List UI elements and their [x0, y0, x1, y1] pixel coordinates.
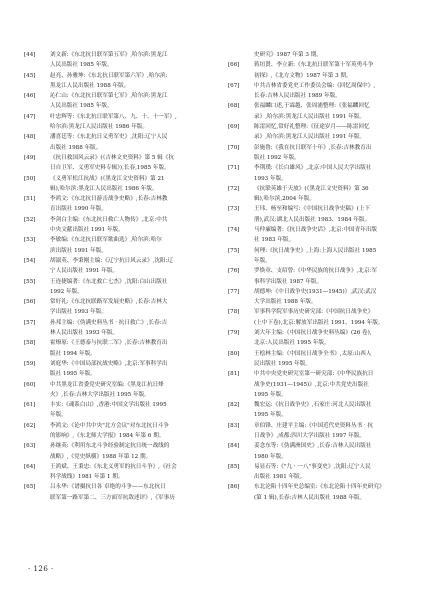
reference-text: 年版。: [254, 257, 271, 264]
reference-number: [228, 235, 254, 245]
reference-text: 罗焕章、支绍曾:《中华民族的抗日战争》,北京:军: [254, 268, 378, 275]
reference-number: [228, 91, 254, 101]
reference-line: [24, 215, 202, 225]
reference-text: 1992 年版。: [50, 288, 83, 295]
reference-number: [85]: [228, 463, 240, 470]
reference-text: 魏宏运:《抗日战争史》,石家庄:河北人民出版社: [254, 402, 372, 409]
reference-line: [24, 421, 202, 431]
reference-line: [228, 256, 406, 266]
reference-line: [228, 328, 406, 338]
reference-text: (第 1 辑),长春:吉林人民出版社 1988 年版。: [254, 494, 366, 501]
reference-text: 长春:吉林人民出版社 1989 年版。: [254, 93, 341, 100]
reference-number: [63]: [24, 443, 36, 450]
reference-number: [228, 277, 254, 287]
reference-text: 黑龙江人民出版社 1988 年版。: [50, 82, 130, 89]
reference-line: [24, 184, 202, 194]
reference-number: [228, 318, 254, 328]
reference-text: 1995 年版。: [254, 391, 287, 398]
reference-number: [228, 390, 254, 400]
reference-number: [61]: [24, 402, 36, 409]
reference-line: [24, 266, 202, 276]
reference-text: 辑),哈尔滨,2004 年版。: [254, 196, 315, 203]
reference-number: [24, 307, 50, 317]
reference-number: [64]: [24, 463, 36, 470]
reference-number: [228, 297, 254, 307]
reference-number: [84]: [228, 443, 240, 450]
reference-number: [228, 493, 254, 503]
reference-text: 辑),哈尔滨:黑龙江人民出版社 1986 年版。: [50, 185, 158, 192]
reference-line: [24, 390, 202, 400]
reference-text: 中央文献出版社 1991 年版。: [50, 227, 124, 234]
reference-text: 联军第一路军第二、三方面军抗敌述评》,《军事历: [50, 494, 175, 501]
reference-number: [24, 431, 50, 441]
reference-text: 李鸿文:《论中共中央"北方会议"对东北抗日斗争: [50, 422, 169, 429]
reference-text: 学出版社 1993 年版。: [50, 309, 107, 316]
reference-number: [24, 452, 50, 462]
reference-text: 哈尔滨:黑龙江人民出版社 1986 年版。: [50, 124, 148, 131]
reference-text: 宁人民出版社 1991 年版。: [50, 268, 119, 275]
page-number: · 126 ·: [28, 565, 54, 573]
reference-text: 吕永华:《谱摄抗日各 卓绝的斗争——东北抗日: [50, 484, 166, 491]
reference-text: 年版。: [50, 412, 67, 419]
reference-text: 王桧林主编:《中国抗日战争全书》,太原:山西人: [254, 350, 372, 357]
reference-line: [24, 380, 202, 390]
reference-number: [24, 101, 50, 111]
reference-text: 册),武汉:湖北人民出版社 1983、1984 年版。: [254, 216, 371, 223]
reference-number: [72]: [228, 185, 240, 192]
reference-text: 霍燎原:《王德泰与抗联二军》,长春:吉林教育出: [50, 340, 168, 347]
reference-line: [228, 307, 406, 317]
reference-text: 王连捷编著:《东北救亡七杰》,沈阳:白山出版社: [50, 278, 168, 285]
reference-line: [24, 431, 202, 441]
reference-number: [58]: [24, 340, 36, 347]
reference-number: [228, 359, 254, 369]
reference-line: [228, 266, 406, 276]
reference-number: [24, 349, 50, 359]
reference-text: 姜念东等:《伪满洲国史》,长春:吉林人民出版社: [254, 443, 372, 450]
reference-line: [228, 71, 406, 81]
reference-text: 陈雷回忆,常好礼整理:《征途岁月——陈雷回忆: [254, 124, 370, 131]
reference-text: 战略》,《党史纵横》1988 年第 12 期。: [50, 453, 152, 460]
reference-number: [228, 338, 254, 348]
reference-line: [228, 50, 406, 60]
reference-line: [24, 194, 202, 204]
reference-line: [24, 225, 202, 235]
reference-number: [55]: [24, 278, 36, 285]
reference-line: [228, 184, 406, 194]
reference-text: 蒋垣贤、李立新:《东北抗日联军第十军英勇斗争: [254, 62, 374, 69]
reference-number: [228, 472, 254, 482]
reference-text: 刘大年主编:《中国抗日战争史料丛编》(26 卷),: [254, 330, 372, 337]
reference-number: [24, 204, 50, 214]
reference-text: 滨出版社 1991 年版。: [50, 247, 107, 254]
reference-number: [24, 60, 50, 70]
reference-text: 张福麟口述,于霖越、张周浦整理:《张福麟回忆: [254, 103, 370, 110]
reference-text: 沁仁山:《东北抗日联军第七军》,哈尔滨:黑龙江: [50, 93, 168, 100]
reference-line: [24, 122, 202, 132]
reference-text: 育出版社 1990 年版。: [50, 206, 107, 213]
reference-line: [24, 163, 202, 173]
reference-number: [24, 225, 50, 235]
reference-line: [228, 338, 406, 348]
reference-number: [24, 143, 50, 153]
reference-line: [228, 349, 406, 359]
reference-text: 刘文新:《东北抗日联军第五军》,哈尔滨:黑龙江: [50, 52, 168, 58]
reference-number: [228, 215, 254, 225]
reference-line: [228, 390, 406, 400]
reference-text: 李荆璞:《长白雄风》,北京:中国人民大学出版社: [254, 165, 372, 172]
reference-text: 科学战线》1981 年第 1 期。: [50, 474, 124, 481]
reference-number: [24, 163, 50, 173]
reference-text: 军事科学院军事历史研究部:《中国抗日战争史》: [254, 309, 374, 316]
reference-number: [49]: [24, 154, 36, 161]
reference-text: 赵亮、孙雅坤:《东北抗日联军第六军》,哈尔滨:: [50, 72, 168, 79]
reference-text: 1993 年版。: [254, 175, 287, 182]
reference-line: [24, 91, 202, 101]
reference-number: [24, 369, 50, 379]
reference-line: [228, 81, 406, 91]
reference-line: [24, 359, 202, 369]
reference-text: 民出版社 1995 年版。: [254, 360, 311, 367]
reference-text: 战争史(1931—1945)》,北京:中共党史出版社: [254, 381, 369, 388]
reference-number: [24, 472, 50, 482]
reference-text: 大学出版社 1988 年版。: [254, 299, 317, 306]
reference-number: [80]: [228, 350, 240, 357]
reference-line: [24, 349, 202, 359]
reference-text: 人民出版社 1985 年版。: [50, 103, 113, 110]
right-reference-column: [228, 50, 406, 503]
reference-line: [228, 452, 406, 462]
reference-text: 李敏编:《东北抗日联军歌曲选》,哈尔滨:哈尔: [50, 237, 162, 244]
reference-number: [228, 256, 254, 266]
reference-number: [228, 194, 254, 204]
reference-text: 胡德坤:《中日战争史(1931—1945)》,武汉:武汉: [254, 288, 377, 295]
reference-number: [65]: [24, 484, 36, 491]
reference-number: [81]: [228, 371, 240, 378]
reference-line: [24, 60, 202, 70]
reference-text: 日战争》,成都:四川大学出版社 1997 年版。: [254, 432, 365, 439]
reference-line: [24, 50, 202, 60]
reference-text: 李剑白主编:《东北抗日救亡人物传》,北京:中共: [50, 216, 168, 223]
reference-line: [228, 132, 406, 142]
reference-line: [24, 112, 202, 122]
reference-number: [74]: [228, 227, 240, 234]
reference-line: [24, 493, 202, 503]
reference-text: 王玮、杨至和编写:《中国抗日战争史稿》(上下: [254, 206, 370, 213]
reference-number: [67]: [228, 82, 240, 89]
reference-text: 王鸿斌、王秉忠:《东北义勇军的抗日斗争》,《社会: [50, 463, 177, 470]
reference-number: [59]: [24, 360, 36, 367]
reference-text: 日自卫军、义勇军史料专辑》),长春,1985 年版。: [50, 165, 170, 172]
reference-text: 社 1983 年版。: [254, 237, 295, 244]
reference-line: [24, 174, 202, 184]
reference-number: [77]: [228, 288, 240, 295]
reference-number: [54]: [24, 257, 36, 264]
reference-line: [24, 71, 202, 81]
reference-line: [24, 328, 202, 338]
reference-number: [228, 380, 254, 390]
reference-number: [57]: [24, 319, 36, 326]
reference-number: [52]: [24, 216, 36, 223]
reference-number: [78]: [228, 309, 240, 316]
reference-line: [24, 297, 202, 307]
reference-number: [228, 132, 254, 142]
reference-line: [24, 153, 202, 163]
reference-line: [228, 287, 406, 297]
reference-line: [228, 421, 406, 431]
reference-text: 录》,哈尔滨:黑龙江人民出版社 1991 年版。: [254, 113, 365, 120]
reference-line: [228, 441, 406, 451]
reference-text: 事科学出版社 1987 年版。: [254, 278, 323, 285]
reference-number: [46]: [24, 93, 36, 100]
reference-number: [69]: [228, 124, 240, 131]
reference-text: 丰实:《魂系白山》,香港:中国文学出版社 1995: [50, 402, 167, 409]
reference-line: [228, 318, 406, 328]
reference-text: 刘庭华:《中国局部抗战史略》,北京:军事科学出: [50, 360, 168, 367]
reference-line: [228, 174, 406, 184]
reference-number: [45]: [24, 72, 36, 79]
reference-line: [24, 287, 202, 297]
reference-number: [24, 410, 50, 420]
reference-line: [228, 431, 406, 441]
reference-line: [228, 359, 406, 369]
reference-line: [24, 246, 202, 256]
reference-number: [50]: [24, 175, 36, 182]
reference-number: [228, 71, 254, 81]
reference-line: [228, 225, 406, 235]
reference-text: 出版社 1981 年版。: [254, 474, 306, 481]
reference-text: 潘喜廷等:《东北抗日义勇军史》,沈阳:辽宁人民: [50, 134, 168, 141]
reference-line: [228, 215, 406, 225]
reference-number: [73]: [228, 206, 240, 213]
reference-line: [228, 297, 406, 307]
reference-line: [228, 163, 406, 173]
reference-line: [24, 143, 202, 153]
reference-number: [48]: [24, 134, 36, 141]
reference-number: [86]: [228, 484, 240, 491]
reference-text: 1980 年版。: [254, 453, 287, 460]
reference-number: [24, 122, 50, 132]
reference-line: [228, 194, 406, 204]
reference-text: 章伯锋、庄建平主编:《中国近代史资料丛书 · 抗: [254, 422, 374, 429]
reference-line: [24, 410, 202, 420]
reference-line: [24, 101, 202, 111]
reference-line: [228, 400, 406, 410]
reference-text: 的影响》,《东北师大学报》1984 年第 6 期。: [50, 432, 165, 439]
reference-text: 孙邦主编:《伪满史料丛书 · 抗日救亡》,长春:吉: [50, 319, 168, 326]
reference-number: [24, 493, 50, 503]
reference-line: [228, 235, 406, 245]
reference-text: 史研究》1987 年第 3 期。: [254, 52, 322, 58]
reference-text: 出版社 1988 年版。: [50, 144, 102, 151]
reference-text: 林人民出版社 1993 年版。: [50, 330, 119, 337]
reference-number: [51]: [24, 196, 36, 203]
reference-line: [24, 482, 202, 492]
reference-text: 何理:《抗日战争史》,上海:上海人民出版社 1985: [254, 247, 377, 254]
reference-line: [228, 112, 406, 122]
reference-text: 1995 年版。: [254, 412, 287, 419]
reference-line: [24, 369, 202, 379]
reference-line: [24, 277, 202, 287]
reference-number: [53]: [24, 237, 36, 244]
reference-line: [24, 204, 202, 214]
reference-number: [68]: [228, 103, 240, 110]
reference-line: [228, 482, 406, 492]
reference-line: [228, 369, 406, 379]
reference-text: 人民出版社 1985 年版。: [50, 62, 113, 69]
reference-line: [24, 132, 202, 142]
reference-text: 马仲廉编著:《抗日战争史话》,北京:中国青年出版: [254, 227, 378, 234]
reference-text: (上中下卷),北京:解放军出版社 1991、1994 年版。: [254, 319, 384, 326]
reference-number: [228, 50, 254, 60]
reference-number: [24, 390, 50, 400]
reference-line: [228, 246, 406, 256]
reference-number: [76]: [228, 268, 240, 275]
reference-text: 录》,哈尔滨:黑龙江人民出版社 1991 年版。: [254, 134, 365, 141]
reference-text: 中共中央党史研究室第一研究部:《中华民族抗日: [254, 371, 374, 378]
reference-text: 孙继英:《利用东北斗争经验制定抗日统一战线的: [50, 443, 170, 450]
reference-line: [228, 277, 406, 287]
reference-number: [60]: [24, 381, 36, 388]
reference-number: [24, 287, 50, 297]
reference-text: 易显石等:《"九 · 一八"事变史》,沈阳:辽宁人民: [254, 463, 371, 470]
reference-line: [228, 153, 406, 163]
reference-number: [83]: [228, 422, 240, 429]
reference-line: [228, 91, 406, 101]
reference-line: [228, 60, 406, 70]
reference-number: [62]: [24, 422, 36, 429]
reference-text: 《抗联英雄于天放》(《黑龙江文史资料》第 36: [254, 185, 369, 192]
reference-text: 常好礼:《东北抗联路军发展史略》,长春:吉林大: [50, 299, 168, 306]
reference-number: [44]: [24, 52, 36, 58]
reference-line: [228, 143, 406, 153]
reference-number: [82]: [228, 402, 240, 409]
reference-line: [24, 318, 202, 328]
reference-line: [228, 472, 406, 482]
reference-text: 北京:人民出版社 1995 年版。: [254, 340, 330, 347]
reference-number: [228, 452, 254, 462]
reference-line: [24, 256, 202, 266]
reference-line: [24, 452, 202, 462]
reference-number: [71]: [228, 165, 240, 172]
reference-line: [24, 400, 202, 410]
reference-number: [228, 410, 254, 420]
reference-line: [24, 81, 202, 91]
reference-text: 初探》,《北方文物》1987 年第 3 期。: [254, 72, 352, 79]
reference-number: [70]: [228, 144, 240, 151]
reference-number: [75]: [228, 247, 240, 254]
reference-text: 《抗日救国风云录》(《吉林文史资料》第 5 辑《抗: [50, 154, 174, 161]
reference-text: 彭施鲁:《我在抗日联军十年》,长春:吉林教育出: [254, 144, 372, 151]
reference-number: [228, 431, 254, 441]
reference-line: [228, 462, 406, 472]
reference-line: [24, 307, 202, 317]
reference-text: 李鸿文:《东北抗日游击战争史略》,长春:吉林教: [50, 196, 168, 203]
reference-text: 中共吉林省委党史工作委员会编:《回忆周保中》,: [254, 82, 376, 89]
reference-line: [24, 235, 202, 245]
reference-text: 版社 1992 年版。: [254, 154, 300, 161]
reference-text: 版社 1994 年版。: [50, 350, 96, 357]
reference-text: 《义勇军松江抗战》(《黑龙江文史资料》第 21: [50, 175, 165, 182]
reference-text: 火》,长春:吉林大学出版社 1995 年版。: [50, 391, 150, 398]
reference-number: [24, 246, 50, 256]
reference-number: [24, 328, 50, 338]
reference-number: [24, 266, 50, 276]
reference-number: [228, 112, 254, 122]
reference-number: [228, 153, 254, 163]
reference-line: [24, 441, 202, 451]
reference-line: [24, 338, 202, 348]
reference-number: [56]: [24, 299, 36, 306]
reference-text: 胡淑英、李秉刚主编:《辽宁抗日风云录》,沈阳:辽: [50, 257, 174, 264]
reference-line: [24, 472, 202, 482]
reference-number: [228, 174, 254, 184]
reference-text: 东北沦陷十四年史总编室:《东北沦陷十四年史研究》: [254, 484, 385, 491]
reference-line: [24, 462, 202, 472]
reference-line: [228, 101, 406, 111]
reference-text: 叶忠辉等:《东北抗日联军第八、九、十、十一军》,: [50, 113, 177, 120]
reference-text: 版社 1995 年版。: [50, 371, 96, 378]
reference-line: [228, 493, 406, 503]
reference-number: [24, 81, 50, 91]
reference-line: [228, 204, 406, 214]
reference-line: [228, 122, 406, 132]
reference-number: [24, 184, 50, 194]
reference-line: [228, 380, 406, 390]
reference-line: [228, 410, 406, 420]
reference-number: [47]: [24, 113, 36, 120]
reference-text: 中共黑龙江省委党史研究室编:《黑龙江抗日烽: [50, 381, 164, 388]
reference-number: [66]: [228, 62, 240, 69]
left-reference-column: [24, 50, 202, 503]
reference-number: [79]: [228, 330, 240, 337]
